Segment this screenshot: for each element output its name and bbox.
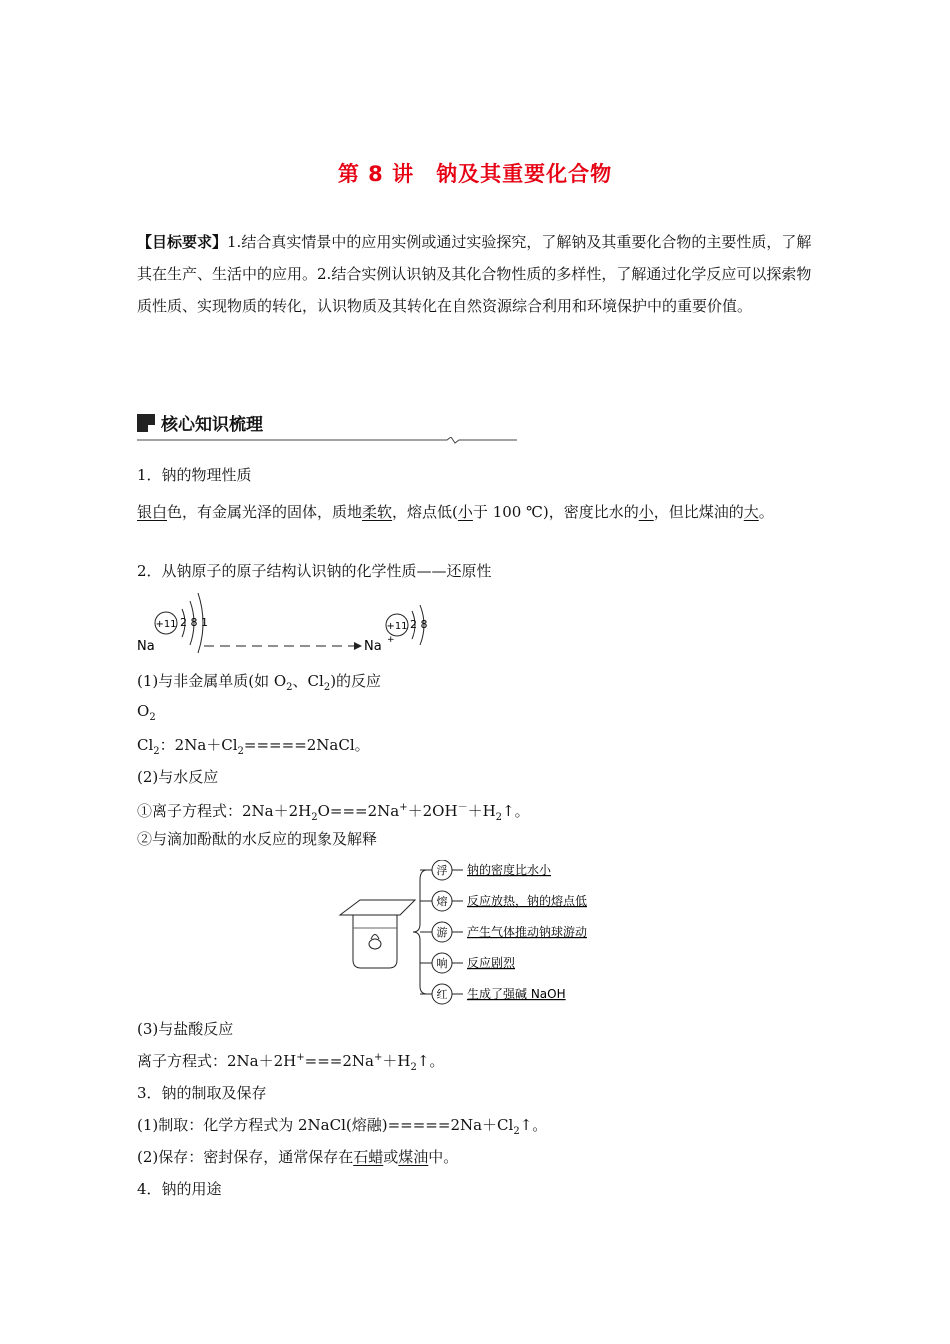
observation-text: 反应放热，钠的熔点低	[467, 894, 588, 908]
observation-key: 游	[436, 926, 448, 939]
phenolphthalein-heading: ②与滴加酚酞的水反应的现象及解释	[137, 830, 378, 848]
answer-larger: 大	[743, 503, 759, 521]
shells-ion-label: 2 8	[410, 618, 428, 631]
observation-text: 产生气体推动钠球游动	[467, 925, 588, 939]
observation-key: 红	[436, 988, 448, 1001]
o2-line: $O_2$	[137, 702, 156, 723]
hcl-a: 离子方程式：2Na＋2H	[137, 1052, 297, 1070]
section-divider	[137, 437, 517, 449]
item3-heading: 3．钠的制取及保存	[137, 1084, 267, 1102]
answer-soft: 柔软	[362, 503, 393, 521]
item1-text5: 。	[758, 503, 774, 521]
cl2-a: Cl	[137, 736, 154, 754]
ion-eq-e: ↑。	[502, 802, 530, 820]
answer-smaller-density: 小	[638, 503, 654, 521]
item1-text1: 色，有金属光泽的固体，质地	[167, 503, 363, 521]
water-ion-equation: ①离子方程式：$2Na+2H_2O===2Na^++2OH^-+H_2↑$。	[137, 802, 530, 823]
store-b: 或	[383, 1148, 399, 1166]
page-title: 第 8 讲 钠及其重要化合物	[337, 162, 613, 186]
prep-b: ↑。	[519, 1116, 548, 1134]
section-square-icon	[137, 414, 155, 432]
sodium-atom-diagram	[132, 585, 432, 660]
beaker-observation-diagram	[335, 860, 625, 1010]
hcl-d: ↑。	[416, 1052, 445, 1070]
na-ion-label: Na	[364, 639, 382, 654]
observation-text: 钠的密度比水小	[467, 863, 552, 877]
store-a: (2)保存：密封保存，通常保存在	[137, 1148, 354, 1166]
ion-nucleus-label: +11	[386, 621, 408, 632]
preparation-line: (1)制取：化学方程式为 2NaCl(熔融)$=====2Na+Cl_2↑$。	[137, 1116, 548, 1137]
sub1-text-c: )的反应	[330, 672, 382, 690]
beaker-icon	[340, 900, 415, 968]
ion-eq-b: O===2Na	[317, 802, 400, 820]
hcl-b: ===2Na	[304, 1052, 374, 1070]
sub1-text-b: 、Cl	[292, 672, 324, 690]
objectives-tag: 【目标要求】	[137, 233, 228, 251]
hcl-ion-equation: 离子方程式：$2Na+2H^+===2Na^++H_2↑$。	[137, 1052, 445, 1073]
answer-kerosene: 煤油	[398, 1148, 429, 1166]
item1-text2: ，熔点低(	[392, 503, 458, 521]
item2-heading: 2．从钠原子的原子结构认识钠的化学性质——还原性	[137, 562, 492, 580]
ion-eq-a: ①离子方程式：2Na＋2H	[137, 802, 312, 820]
item2-sub3: (3)与盐酸反应	[137, 1020, 234, 1038]
cl2-equation: $Cl_2$：$2Na+Cl_2=====2NaCl$。	[137, 736, 370, 757]
answer-paraffin: 石蜡	[353, 1148, 384, 1166]
section-title: 核心知识梳理	[161, 415, 263, 435]
answer-silver-white: 银白	[137, 503, 168, 521]
answer-less-than: 小	[457, 503, 473, 521]
objectives-text: 1.结合真实情景中的应用实例或通过实验探究，了解钠及其重要化合物的主要性质，了解其在生产、生活中的应用。2.结合实例认识钠及其化合物性质的多样性，了解通过化学反应可以探索物质性质、实现物质的转化，认识物质及其转化在自然资源综合利用和环境保护中的重要价值。	[137, 233, 812, 315]
observation-text: 反应剧烈	[467, 956, 516, 970]
cl2-c: =====2NaCl。	[243, 736, 370, 754]
item2-sub1: (1)与非金属单质(如 $O_2$、$Cl_2$)的反应	[137, 672, 382, 693]
item1-heading: 1．钠的物理性质	[137, 466, 252, 484]
hcl-c: ＋H	[382, 1052, 411, 1070]
prep-a: (1)制取：化学方程式为 2NaCl(熔融)=====2Na＋Cl	[137, 1116, 514, 1134]
item2-sub2: (2)与水反应	[137, 768, 219, 786]
ion-eq-c: ＋2OH	[407, 802, 458, 820]
observation-text: 生成了强碱 NaOH	[467, 987, 566, 1001]
storage-line	[137, 1146, 458, 1167]
observation-key: 熔	[436, 895, 448, 908]
objectives-paragraph	[137, 226, 817, 322]
shells-na-label: 2 8 1	[180, 616, 208, 629]
nucleus-label: +11	[155, 619, 177, 630]
ion-eq-d: ＋H	[467, 802, 496, 820]
store-c: 中。	[428, 1148, 459, 1166]
ion-charge-label: +	[387, 635, 395, 645]
item1-text3: 于 100 ℃)，密度比水的	[472, 503, 639, 521]
item1-paragraph	[137, 496, 817, 528]
observation-key: 浮	[436, 864, 448, 877]
item1-text4: ，但比煤油的	[653, 503, 744, 521]
item4-heading: 4．钠的用途	[137, 1180, 222, 1198]
cl2-b: ：2Na＋Cl	[159, 736, 238, 754]
o2-label: O	[137, 702, 150, 720]
na-label: Na	[137, 639, 155, 654]
observation-key: 响	[436, 957, 448, 970]
sub1-text-a: (1)与非金属单质(如 O	[137, 672, 287, 690]
